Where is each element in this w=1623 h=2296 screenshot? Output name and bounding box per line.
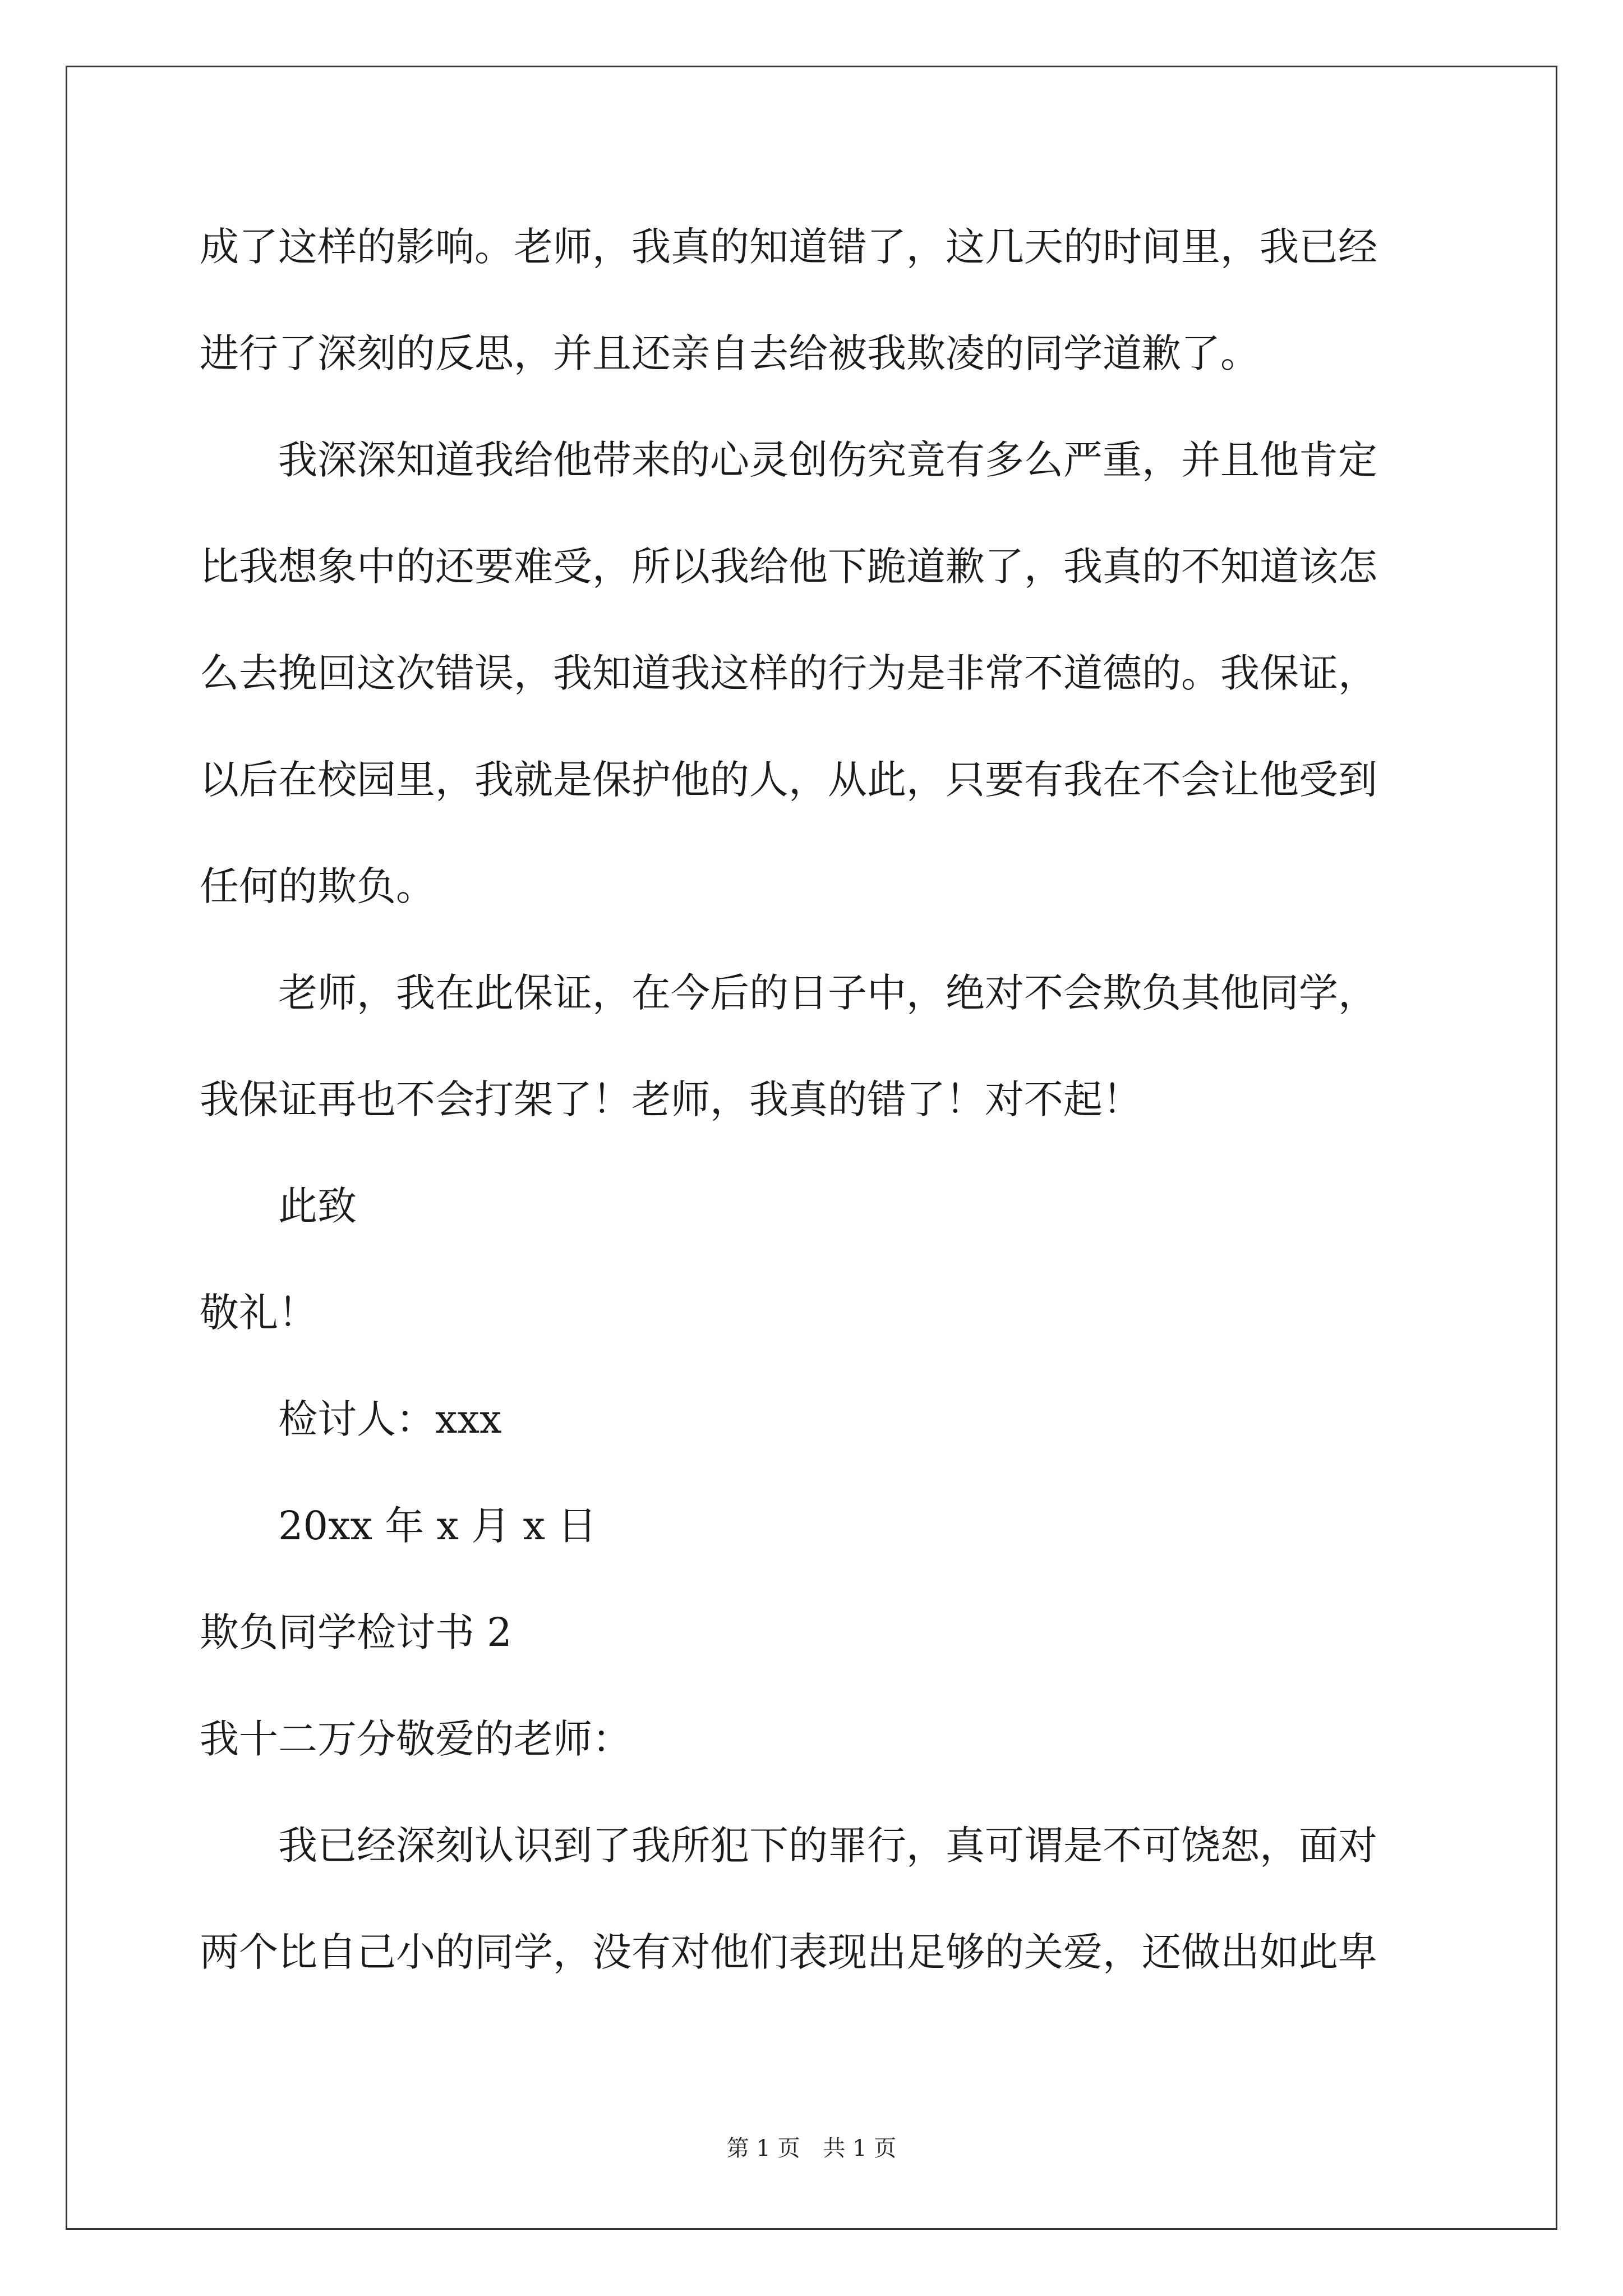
text-line: 任何的欺负。 <box>200 863 435 909</box>
paragraph-start-line: 我已经深刻认识到了我所犯下的罪行，真可谓是不可饶恕，面对 <box>278 1823 1377 1869</box>
signature-line: 检讨人：xxx <box>278 1396 502 1442</box>
section-title: 欺负同学检讨书 2 <box>200 1609 512 1655</box>
text-line: 以后在校园里，我就是保护他的人，从此，只要有我在不会让他受到 <box>200 757 1377 803</box>
closing-salutation: 此致 <box>278 1183 357 1229</box>
greeting-line: 我十二万分敬爱的老师： <box>200 1716 631 1762</box>
page-footer <box>0 2132 1623 2165</box>
page-number: 第 1 页 <box>726 2136 800 2161</box>
date-line: 20xx 年 x 月 x 日 <box>278 1503 597 1549</box>
text-line: 两个比自己小的同学，没有对他们表现出足够的关爱，还做出如此卑 <box>200 1929 1377 1975</box>
text-line: 比我想象中的还要难受，所以我给他下跪道歉了，我真的不知道该怎 <box>200 544 1377 590</box>
page-border <box>66 66 1557 2230</box>
text-line: 进行了深刻的反思，并且还亲自去给被我欺凌的同学道歉了。 <box>200 330 1260 376</box>
text-line: 么去挽回这次错误，我知道我这样的行为是非常不道德的。我保证， <box>200 650 1377 696</box>
text-line: 我保证再也不会打架了！老师，我真的错了！对不起！ <box>200 1076 1142 1122</box>
paragraph-start-line: 老师，我在此保证，在今后的日子中，绝对不会欺负其他同学， <box>278 970 1377 1016</box>
closing-respect: 敬礼！ <box>200 1290 317 1336</box>
page-total: 共 1 页 <box>823 2136 897 2161</box>
paragraph-start-line: 我深深知道我给他带来的心灵创伤究竟有多么严重，并且他肯定 <box>278 437 1377 483</box>
text-line: 成了这样的影响。老师，我真的知道错了，这几天的时间里，我已经 <box>200 224 1377 270</box>
